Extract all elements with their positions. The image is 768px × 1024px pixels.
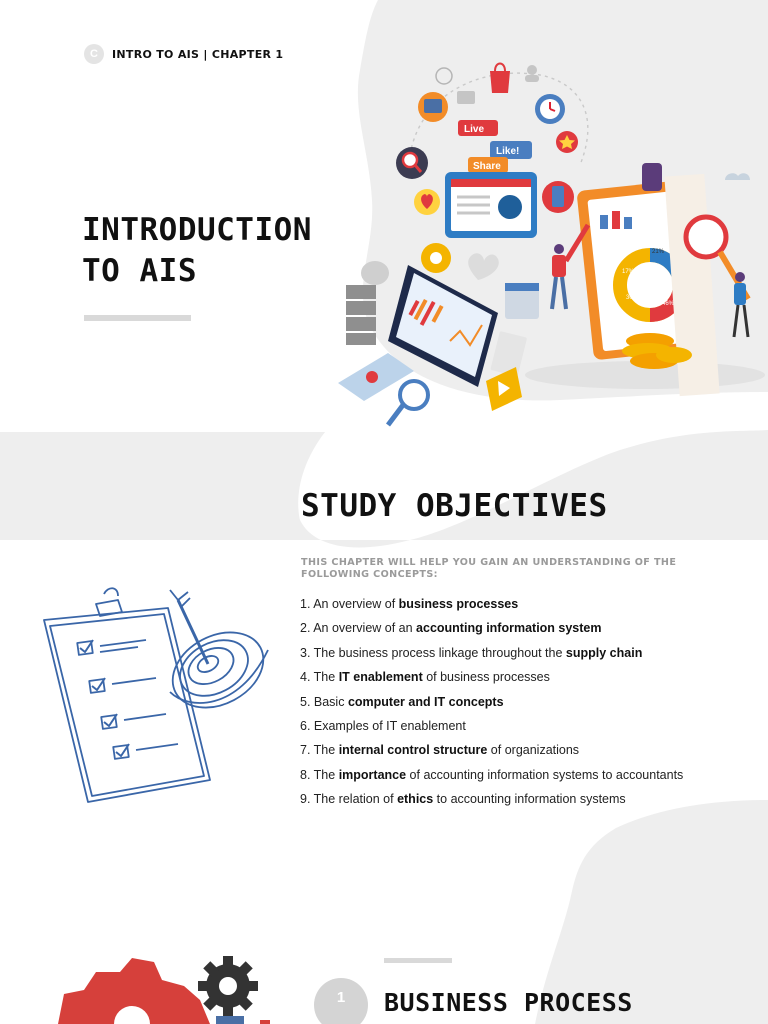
objective-keyword: ethics bbox=[397, 792, 434, 807]
dark-gear-icon bbox=[198, 956, 258, 1016]
objective-text: 1. An overview of bbox=[300, 597, 399, 611]
objective-item bbox=[300, 668, 683, 692]
objective-item bbox=[300, 790, 683, 814]
objective-text-suffix: to accounting information systems bbox=[433, 792, 626, 807]
section-heading-study-objectives: STUDY OBJECTIVES bbox=[301, 488, 608, 524]
shopping-bag-icon bbox=[490, 71, 510, 93]
objective-text: 3. The business process linkage throughout the bbox=[300, 645, 566, 660]
objective-item bbox=[300, 766, 683, 790]
svg-text:46%: 46% bbox=[662, 301, 675, 307]
svg-text:Live: Live bbox=[464, 124, 485, 135]
section-number-badge: 1 bbox=[314, 978, 368, 1024]
objective-text-suffix: of accounting information systems to accountants bbox=[406, 767, 684, 782]
document-icon bbox=[490, 331, 527, 377]
page-title-line-1: INTRODUCTION bbox=[82, 212, 312, 248]
camera-icon bbox=[457, 91, 475, 104]
title-underline bbox=[84, 315, 191, 321]
chapter-header bbox=[84, 44, 283, 64]
objective-keyword: computer and IT concepts bbox=[347, 694, 504, 709]
objective-text: 6. Examples of IT enablement bbox=[300, 718, 466, 733]
magnifier-icon bbox=[400, 381, 428, 409]
objective-item bbox=[300, 717, 683, 741]
objective-text: 4. The bbox=[300, 670, 339, 685]
objective-item bbox=[300, 644, 683, 668]
objective-item bbox=[300, 619, 683, 643]
magnifier-red-icon bbox=[686, 217, 726, 257]
svg-text:Share: Share bbox=[473, 161, 501, 172]
objective-text: 9. The relation of bbox=[300, 792, 398, 807]
server-stack bbox=[346, 285, 376, 299]
page-title bbox=[82, 210, 312, 292]
chapter-label: INTRO TO AIS | CHAPTER 1 bbox=[112, 47, 284, 61]
user-icon bbox=[527, 65, 537, 75]
person-figure bbox=[554, 244, 564, 254]
objective-text: 7. The bbox=[300, 743, 339, 758]
gears-illustration bbox=[50, 950, 290, 1024]
page-title-line-2: TO AIS bbox=[82, 253, 197, 289]
checklist-target-illustration bbox=[38, 580, 278, 810]
digital-business-illustration bbox=[330, 55, 768, 435]
objective-text-suffix: of business processes bbox=[422, 670, 550, 685]
objective-keyword: IT enablement bbox=[338, 670, 423, 685]
objective-keyword: internal control structure bbox=[338, 743, 488, 758]
svg-text:17%: 17% bbox=[622, 269, 635, 275]
svg-text:Like!: Like! bbox=[496, 146, 520, 157]
section-heading-business-process: BUSINESS PROCESS bbox=[384, 988, 633, 1017]
objective-keyword: accounting information system bbox=[416, 621, 602, 636]
globe-icon bbox=[436, 68, 452, 84]
objectives-intro: THIS CHAPTER WILL HELP YOU GAIN AN UNDERSTANDING OF THE FOLLOWING CONCEPTS: bbox=[301, 557, 677, 580]
objective-item bbox=[300, 741, 683, 765]
objective-text: 2. An overview of an bbox=[300, 621, 417, 636]
svg-text:30%: 30% bbox=[626, 295, 639, 301]
red-gear-icon bbox=[58, 958, 210, 1024]
objective-text-suffix: of organizations bbox=[487, 743, 580, 758]
objective-keyword: business processes bbox=[398, 597, 519, 611]
objective-item bbox=[300, 595, 683, 619]
objective-item bbox=[300, 693, 683, 717]
objective-text: 5. Basic bbox=[300, 694, 348, 709]
objective-keyword: importance bbox=[338, 767, 407, 782]
svg-text:21%: 21% bbox=[652, 249, 665, 255]
objective-keyword: supply chain bbox=[565, 645, 643, 660]
objectives-list bbox=[300, 595, 683, 815]
cloud-icon bbox=[361, 261, 389, 285]
person-figure-2 bbox=[735, 272, 745, 282]
objective-text: 8. The bbox=[300, 767, 339, 782]
chapter-badge-icon: C bbox=[84, 44, 104, 64]
section-divider bbox=[384, 958, 452, 963]
